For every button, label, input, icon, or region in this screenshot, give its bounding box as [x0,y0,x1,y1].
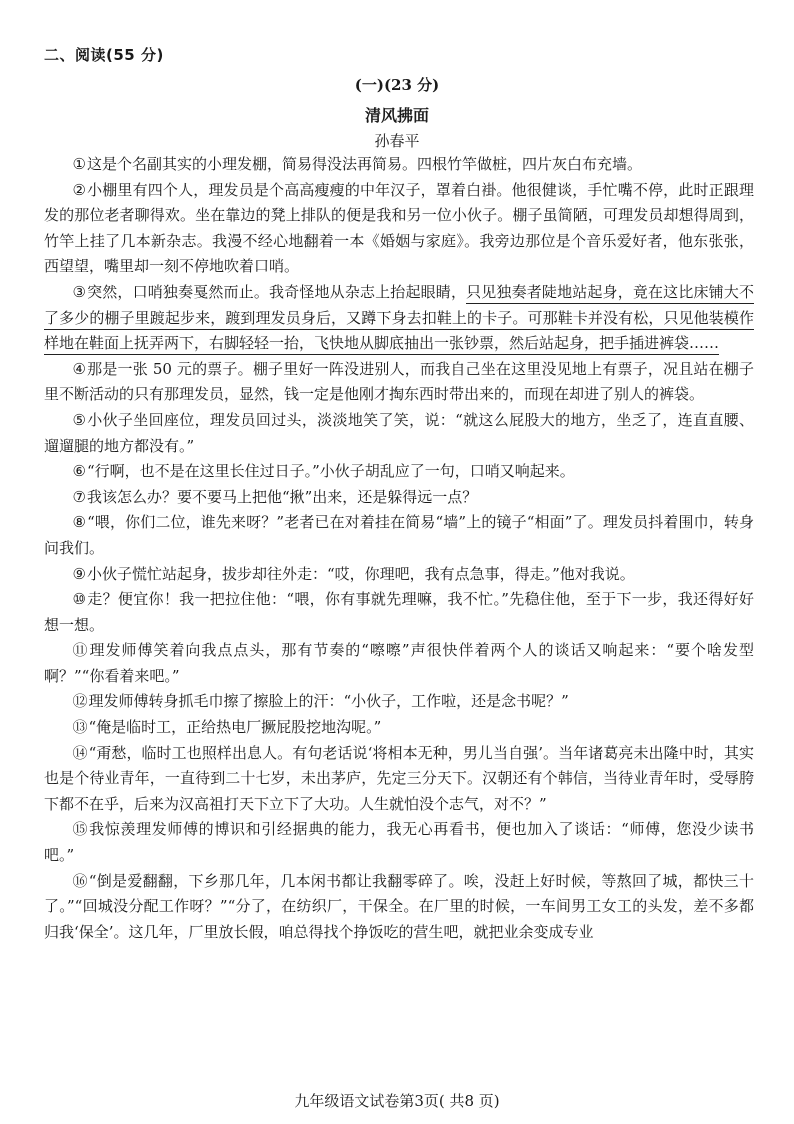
paragraph-number: ② [72,180,87,199]
paragraph [44,408,754,459]
paragraph-text: “行啊，也不是在这里长住过日子。”小伙子胡乱应了一句，口哨又响起来。 [86,462,575,481]
paragraph [44,817,754,868]
section-title: 二、阅读(55 分) [44,46,164,64]
paragraph [44,357,754,408]
paragraph-number: ⑩ [72,590,87,609]
paragraph-number: ⑮ [72,820,89,839]
paragraph [44,152,754,178]
paragraph-number: ⑯ [72,871,88,890]
paragraph-text: 走？便宜你！我一把拉住他：“喂，你有事就先理嘛，我不忙。”先稳住他，至于下一步，我还得好好想一想。 [44,590,754,634]
paragraph-number: ⑭ [72,743,88,762]
paragraph-text: 这是个名副其实的小理发棚，简易得没法再简易。四根竹竿做桩，四片灰白布充墙。 [86,155,642,173]
paragraph-text: “倒是爱翻翻，下乡那几年，几本闲书都让我翻零碎了。唉，没赶上好时候，等熬回了城，都快三十了。”“回城没分配工作呀？”“分了，在纺织厂，干保全。在厂里的时候，一车间男工女工的头发，差不多都归我‘保全’。这几年，厂里放长假，咱总得找个挣饭吃的营生吧，就把业余变成专业 [44,871,754,941]
paragraph [44,485,754,511]
paragraph-text: 理发师傅转身抓毛巾擦了擦脸上的汗：“小伙子，工作啦，还是念书呢？” [88,692,569,711]
underlined-passage: 只见独奏者陡地站起身，竟在这比床铺大不了多少的棚子里踱起步来，踱到理发员身后，又蹲下身去扣鞋上的卡子。可那鞋卡并没有松，只见他装模作样地在鞋面上抚弄两下，右脚轻轻一抬，飞快地从脚底抽出一张钞票，然后站起身，把手插进裤袋…… [44,283,754,355]
article-title: 清风拂面 [364,106,429,125]
paragraph-number: ⑨ [72,564,86,583]
page-footer: 九年级语文试卷第3页( 共8 页) [294,1092,500,1110]
paragraph-number: ① [72,155,86,173]
paragraph [44,689,754,715]
paragraph-number: ⑤ [72,410,87,429]
paragraph [44,510,754,561]
article-body [44,152,754,945]
paragraph-text: 小伙子慌忙站起身，拔步却往外走：“哎，你理吧，我有点急事，得走。”他对我说。 [86,564,635,583]
paragraph-number: ⑥ [72,462,86,481]
paragraph [44,280,754,357]
paragraph [44,741,754,818]
author: 孙春平 [374,132,420,150]
paragraph-text: 理发师傅笑着向我点点头，那有节奏的“嚓嚓”声很快伴着两个人的谈话又响起来：“要个啥发型啊？”“你看着来吧。” [44,641,754,685]
paragraph [44,178,754,280]
paragraph-number: ⑬ [72,718,88,737]
paragraph-text: “俺是临时工，正给热电厂撅屁股挖地沟呢。” [88,718,382,737]
paragraph-number: ⑧ [72,513,87,532]
paragraph-text: 我惊羡理发师傅的博识和引经据典的能力，我无心再看书，便也加入了谈话：“师傅，您没少读书吧。” [44,820,754,865]
part-title: (一)(23 分) [354,76,440,94]
paragraph [44,638,754,689]
paragraph-number: ⑫ [72,692,88,711]
paragraph-number: ⑦ [72,487,86,506]
paragraph-number: ⑪ [72,641,89,660]
paragraph [44,869,754,946]
paragraph [44,459,754,485]
paragraph-text: 小伙子坐回座位，理发员回过头，淡淡地笑了笑，说：“就这么屁股大的地方，坐乏了，连直直腰、遛遛腿的地方都没有。” [44,410,754,455]
paragraph-text: 小棚里有四个人，理发员是个高高瘦瘦的中年汉子，罩着白褂。他很健谈，手忙嘴不停，此时正跟理发的那位老者聊得欢。坐在靠边的凳上排队的便是我和另一位小伙子。棚子虽简陋，可理发员却想得周到，竹竿上挂了几本新杂志。我漫不经心地翻着一本《婚姻与家庭》。我旁边那位是个音乐爱好者，他东张张，西望望，嘴里却一刻不停地吹着口哨。 [44,180,754,276]
paragraph-number: ③ [72,282,87,301]
paragraph [44,587,754,638]
paragraph-text: 突然，口哨独奏戛然而止。我奇怪地从杂志上抬起眼睛， [87,282,467,301]
paragraph [44,562,754,588]
paragraph-text: “喂，你们二位，谁先来呀？”老者已在对着挂在简易“墙”上的镜子“相面”了。理发员抖着围巾，转身问我们。 [44,513,754,557]
paragraph-text: 那是一张 50 元的票子。棚子里好一阵没进别人，而我自己坐在这里没见地上有票子，况且站在棚子里不断活动的只有那理发员，显然，钱一定是他刚才掏东西时带出来的，而现在却进了别人的裤袋。 [44,359,754,404]
paragraph-number: ④ [72,359,87,378]
paragraph-text: “甭愁，临时工也照样出息人。有句老话说‘将相本无种，男儿当自强’。当年诸葛亮未出隆中时，其实也是个待业青年，一直待到二十七岁，未出茅庐，先定三分天下。汉朝还有个韩信，当待业青年时，受辱胯下都不在乎，后来为汉高祖打天下立下了大功。人生就怕没个志气，对不？” [44,743,754,813]
paragraph-text: 我该怎么办？要不要马上把他“揪”出来，还是躲得远一点？ [86,487,478,506]
paragraph [44,715,754,741]
